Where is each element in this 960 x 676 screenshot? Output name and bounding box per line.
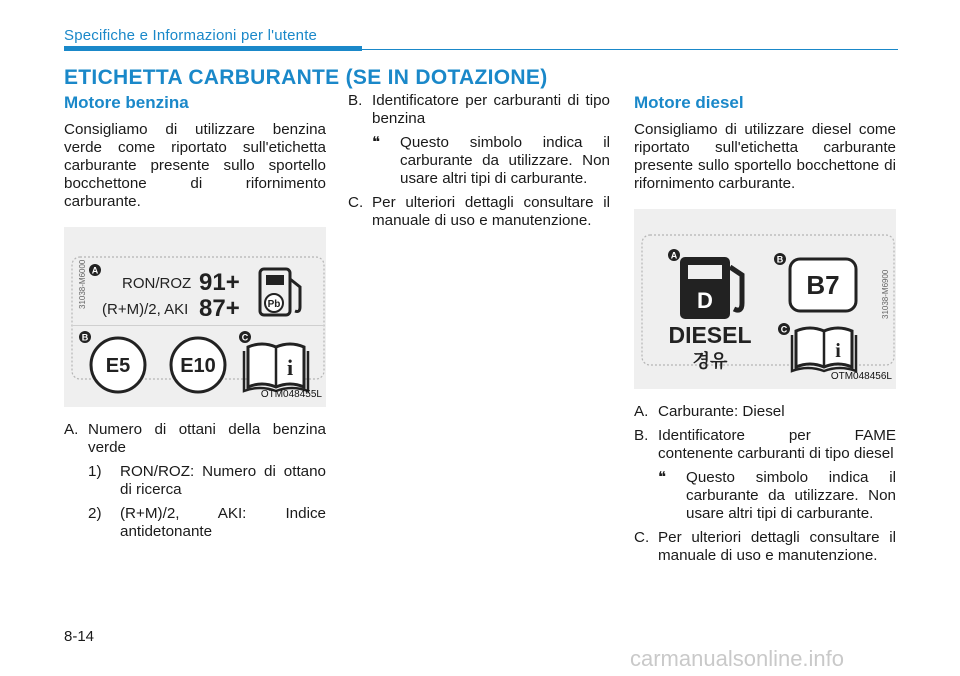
petrol-column bbox=[64, 92, 326, 547]
figure-code: OTM048456L bbox=[830, 371, 892, 382]
page-number: 8-14 bbox=[64, 628, 95, 645]
info-glyph: i bbox=[835, 340, 841, 362]
fuel-word: DIESEL bbox=[668, 322, 752, 348]
note-item: ❝ Questo simbolo indica il carburante da utilizzare. Non usare altri tipi di carburante. bbox=[658, 469, 896, 522]
marker-c-label: C bbox=[241, 332, 249, 343]
list-item: A. Carburante: Diesel bbox=[634, 403, 785, 420]
list-item: 1) RON/ROZ: Numero di ottano di ricerca bbox=[88, 463, 326, 498]
petrol-heading: Motore benzina bbox=[64, 93, 189, 112]
page-title: ETICHETTA CARBURANTE (SE IN DOTAZIONE) bbox=[64, 66, 548, 89]
figure-code: OTM048455L bbox=[260, 389, 322, 400]
list-item: C. Per ulteriori dettagli consultare il manuale di uso e manutenzione. bbox=[348, 194, 610, 229]
info-glyph: i bbox=[286, 355, 294, 380]
section-header: Specifiche e Informazioni per l'utente bbox=[64, 27, 318, 44]
petrol-continued-column bbox=[348, 92, 610, 236]
e5-badge-text: E5 bbox=[105, 355, 131, 377]
petrol-fuel-label-figure bbox=[64, 227, 326, 407]
petrol-intro: Consigliamo di utilizzare benzina verde come riportato sull'etichetta carburante presente sullo sportello bocchettone di rifornimento carburante. bbox=[64, 121, 326, 210]
manual-book-icon bbox=[244, 344, 308, 391]
aki-value: 87+ bbox=[199, 295, 240, 322]
fuel-pump-icon bbox=[260, 269, 300, 315]
note-icon: ❝ bbox=[372, 134, 381, 151]
manual-book-icon bbox=[792, 328, 856, 371]
b7-badge-text: B7 bbox=[806, 270, 840, 300]
vertical-code: 31038-M6900 bbox=[881, 269, 890, 319]
header-accent-bar bbox=[64, 46, 362, 51]
marker-b-label: B bbox=[81, 332, 89, 343]
label-divider bbox=[72, 325, 324, 326]
list-item: 2) (R+M)/2, AKI: Indice antidetonante bbox=[88, 505, 326, 540]
diesel-intro: Consigliamo di utilizzare diesel come riportato sull'etichetta carburante presente sullo sportello bocchettone di rifornimento carburante. bbox=[634, 121, 896, 192]
diesel-fuel-label-figure bbox=[634, 209, 896, 389]
diesel-pump-icon bbox=[680, 257, 742, 319]
ron-label: RON/ROZ bbox=[122, 275, 192, 292]
marker-a-label: A bbox=[670, 250, 678, 261]
marker-c-label: C bbox=[780, 324, 788, 335]
marker-b-label: B bbox=[776, 254, 784, 265]
svg-text:Pb: Pb bbox=[267, 299, 281, 310]
aki-label: (R+M)/2, AKI bbox=[102, 301, 189, 318]
ron-value: 91+ bbox=[199, 269, 240, 296]
korean-fuel-word: 경유 bbox=[692, 351, 728, 372]
e10-badge-text: E10 bbox=[180, 355, 216, 377]
watermark: carmanualsonline.info bbox=[630, 646, 845, 671]
pump-letter: D bbox=[697, 288, 713, 313]
header-rule bbox=[362, 49, 898, 50]
list-item: C. Per ulteriori dettagli consultare il manuale di uso e manutenzione. bbox=[634, 529, 896, 564]
diesel-column bbox=[634, 92, 896, 571]
note-icon: ❝ bbox=[658, 469, 667, 486]
list-item: B. Identificatore per FAME contenente carburanti di tipo diesel bbox=[634, 427, 896, 462]
list-item: A. Numero di ottani della benzina verde bbox=[64, 421, 326, 456]
diesel-heading: Motore diesel bbox=[634, 93, 744, 112]
diesel-label-illustration bbox=[634, 209, 896, 389]
petrol-label-illustration bbox=[64, 227, 326, 407]
list-item: B. Identificatore per carburanti di tipo benzina bbox=[348, 92, 610, 127]
marker-a-label: A bbox=[91, 265, 99, 276]
vertical-code: 31038-M6000 bbox=[78, 259, 87, 309]
note-item: ❝ Questo simbolo indica il carburante da utilizzare. Non usare altri tipi di carburante. bbox=[372, 134, 610, 187]
